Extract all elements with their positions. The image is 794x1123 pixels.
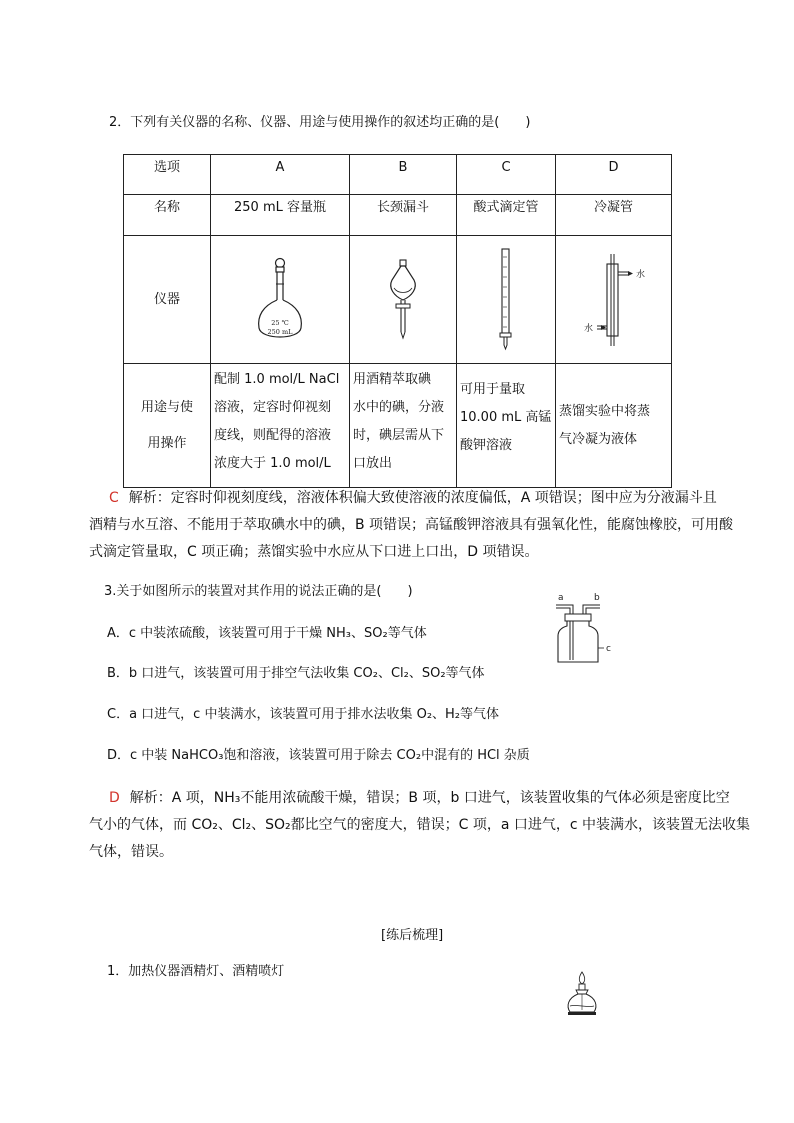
use-line: 度线，则配得的溶液 bbox=[214, 428, 332, 443]
review-item-1: 1．加热仪器酒精灯、酒精喷灯 bbox=[107, 964, 285, 979]
name-cell: 250 mL 容量瓶 bbox=[211, 195, 350, 236]
analysis-line: 酒精与水互溶、不能用于萃取碘水中的碘，B 项错误；高锰酸钾溶液具有强氧化性，能腐蚀橡胶，可用酸 bbox=[89, 517, 734, 533]
answer-letter: D bbox=[109, 790, 120, 806]
use-cell-c bbox=[457, 364, 556, 488]
condenser-icon bbox=[556, 250, 672, 350]
use-line: 酸钾溶液 bbox=[460, 438, 513, 453]
analysis-line: 解析：定容时仰视刻度线，溶液体积偏大致使溶液的浓度偏低，A 项错误；图中应为分液漏斗且 bbox=[128, 490, 717, 506]
use-line: 10.00 mL 高锰 bbox=[460, 410, 552, 425]
use-label-line: 用途与使 bbox=[140, 399, 193, 415]
table-name-row bbox=[124, 195, 672, 236]
use-line: 气冷凝为液体 bbox=[559, 431, 638, 447]
review-heading: [练后梳理] bbox=[381, 928, 444, 943]
header-cell: 选项 bbox=[124, 155, 211, 195]
q3-analysis bbox=[89, 785, 751, 866]
q3-option-c: C．a 口进气，c 中装满水，该装置可用于排水法收集 O₂、H₂等气体 bbox=[107, 707, 500, 722]
use-line: 蒸馏实验中将蒸 bbox=[559, 403, 651, 419]
use-line: 配制 1.0 mol/L NaCl bbox=[214, 372, 340, 387]
header-cell: D bbox=[556, 155, 672, 195]
condenser-cell bbox=[556, 236, 672, 364]
name-cell: 长颈漏斗 bbox=[350, 195, 457, 236]
volumetric-flask-cell bbox=[211, 236, 350, 364]
table-instrument-row bbox=[124, 236, 672, 364]
table-use-row bbox=[124, 364, 672, 488]
funnel-cell bbox=[350, 236, 457, 364]
q2-table bbox=[123, 154, 672, 488]
table-header-row bbox=[124, 155, 672, 195]
water-in-label: 水 bbox=[584, 323, 594, 334]
use-line: 时，碘层需从下 bbox=[353, 428, 445, 443]
row-label: 仪器 bbox=[124, 236, 211, 364]
analysis-line: 气体，错误。 bbox=[89, 844, 173, 860]
analysis-line: 式滴定管量取，C 项正确；蒸馏实验中水应从下口进上口出，D 项错误。 bbox=[89, 544, 539, 560]
volumetric-flask-icon bbox=[211, 250, 350, 350]
header-cell: C bbox=[457, 155, 556, 195]
analysis-line: 气小的气体，而 CO₂、Cl₂、SO₂都比空气的密度大，错误；C 项，a 口进气，c 中装满水，该装置无法收集 bbox=[89, 817, 751, 833]
use-line: 浓度大于 1.0 mol/L bbox=[214, 456, 331, 471]
q3-stem: 3.关于如图所示的装置对其作用的说法正确的是( ) bbox=[104, 584, 413, 599]
q3-option-d: D．c 中装 NaHCO₃饱和溶液，该装置可用于除去 CO₂中混有的 HCl 杂质 bbox=[107, 748, 530, 763]
header-cell: A bbox=[211, 155, 350, 195]
port-a-label: a bbox=[558, 593, 564, 603]
acid-burette-icon bbox=[457, 245, 556, 355]
analysis-line: 解析：A 项，NH₃不能用浓硫酸干燥，错误；B 项，b 口进气，该装置收集的气体必须是密度比空 bbox=[129, 790, 730, 806]
name-cell: 酸式滴定管 bbox=[457, 195, 556, 236]
use-line: 口放出 bbox=[353, 456, 393, 471]
name-cell: 冷凝管 bbox=[556, 195, 672, 236]
alcohol-lamp-icon bbox=[562, 970, 602, 1020]
row-label: 名称 bbox=[124, 195, 211, 236]
row-label bbox=[124, 364, 211, 488]
use-cell-b bbox=[350, 364, 457, 488]
use-cell-a bbox=[211, 364, 350, 488]
water-out-label: 水 bbox=[636, 269, 646, 280]
q3-option-a: A．c 中装浓硫酸，该装置可用于干燥 NH₃、SO₂等气体 bbox=[107, 626, 427, 641]
header-cell: B bbox=[350, 155, 457, 195]
flask-volume-label: 250 mL bbox=[267, 327, 293, 336]
q3-option-b: B．b 口进气，该装置可用于排空气法收集 CO₂、Cl₂、SO₂等气体 bbox=[107, 666, 485, 681]
use-line: 水中的碘，分液 bbox=[353, 400, 445, 415]
q2-stem: 2．下列有关仪器的名称、仪器、用途与使用操作的叙述均正确的是( ) bbox=[109, 115, 531, 130]
separatory-funnel-icon bbox=[350, 250, 457, 350]
q2-analysis bbox=[89, 485, 734, 566]
use-label-line: 用操作 bbox=[147, 435, 187, 451]
liquid-c-label: c bbox=[606, 644, 611, 654]
answer-letter: C bbox=[109, 490, 119, 506]
burette-cell bbox=[457, 236, 556, 364]
use-cell-d bbox=[556, 364, 672, 488]
gas-bottle-figure bbox=[548, 588, 628, 668]
use-line: 可用于量取 bbox=[460, 382, 526, 397]
port-b-label: b bbox=[594, 593, 600, 603]
use-line: 用酒精萃取碘 bbox=[353, 372, 432, 387]
flask-temp-label: 25 ℃ bbox=[271, 318, 289, 327]
use-line: 溶液，定容时仰视刻 bbox=[214, 400, 332, 415]
